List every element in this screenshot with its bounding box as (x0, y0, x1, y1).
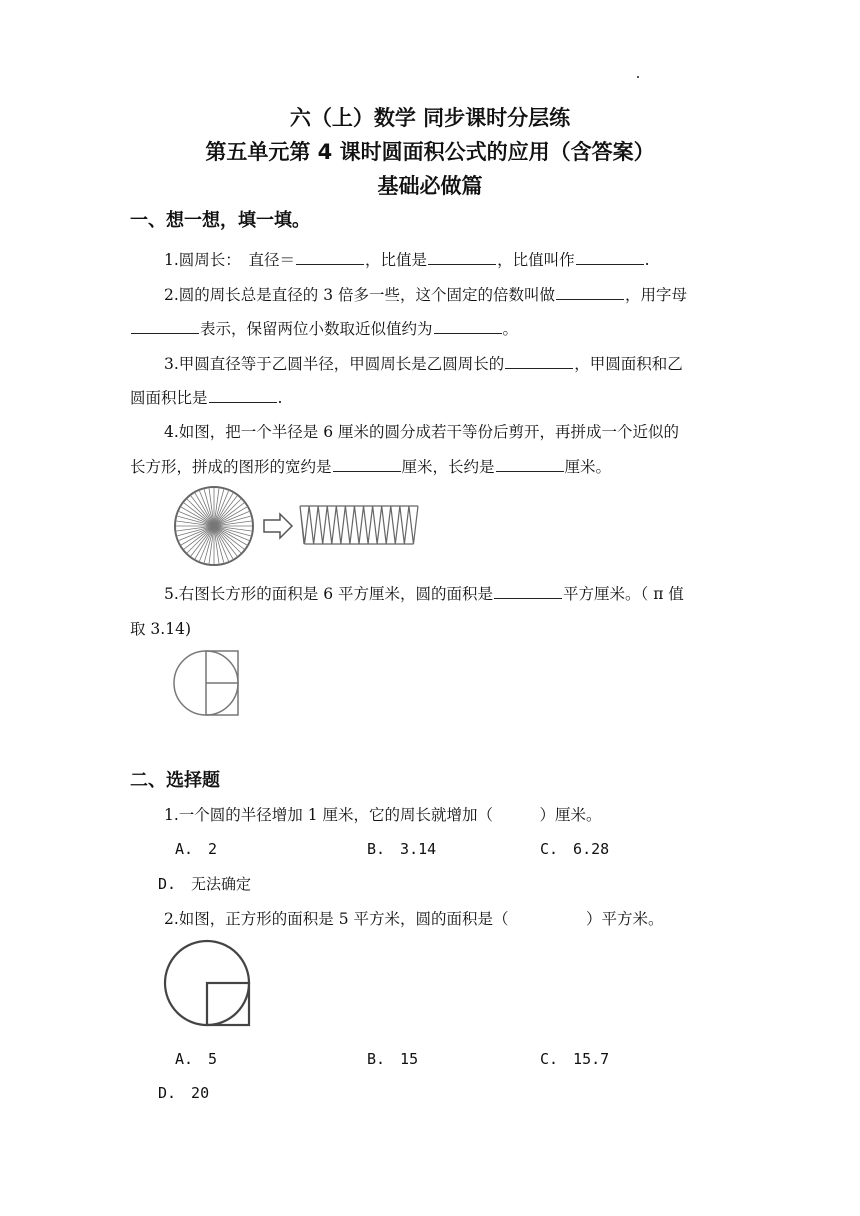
s2-question-2: 2.如图，正方形的面积是 5 平方米，圆的面积是（ ）平方米。 (164, 910, 664, 928)
q1-text-a: 1.圆周长： 直径＝ (164, 251, 296, 269)
s1-question-4-line1 (164, 420, 679, 442)
q1-text-d: . (644, 251, 650, 269)
q3-text-a: 3.甲圆直径等于乙圆半径，甲圆周长是乙圆周长的 (164, 355, 505, 373)
answer-blank[interactable] (333, 457, 401, 472)
s1-question-2-line1 (164, 283, 687, 305)
q4-text-b: 长方形，拼成的图形的宽约是 (130, 458, 332, 476)
answer-blank[interactable] (428, 250, 496, 265)
q3-text-b: ，甲圆面积和乙 (574, 355, 683, 373)
arrow-icon (264, 514, 292, 538)
q4-text-d: 厘米。 (564, 458, 612, 476)
q5-text-a: 5.右图长方形的面积是 6 平方厘米，圆的面积是 (164, 585, 494, 603)
approximate-rectangle (300, 506, 418, 544)
s2-q2-option-a[interactable]: A. 5 (175, 1050, 218, 1068)
s1-question-5-line2 (130, 617, 191, 639)
scan-dot (637, 76, 639, 78)
q5-text-c: 取 3.14) (130, 620, 191, 638)
doc-title-line3: 基础必做篇 (377, 174, 483, 198)
answer-blank[interactable] (131, 319, 199, 334)
s1-question-3-line1 (164, 352, 683, 374)
q1-text-c: ，比值叫作 (497, 251, 575, 269)
q2-text-c: 表示，保留两位小数取近似值约为 (200, 320, 433, 338)
q2-text-d: 。 (502, 320, 519, 338)
s2-q1-option-c[interactable]: C. 6.28 (540, 840, 610, 858)
answer-blank[interactable] (576, 250, 644, 265)
q3-text-d: . (277, 389, 283, 407)
sectored-circle (175, 487, 253, 565)
circle-rectangle-figure (170, 648, 244, 718)
s2-q1-option-d[interactable]: D. 无法确定 (158, 875, 252, 893)
s1-question-3-line2 (130, 386, 282, 408)
answer-blank[interactable] (494, 584, 562, 599)
s2-q2-option-c[interactable]: C. 15.7 (540, 1050, 610, 1068)
q4-text-c: 厘米，长约是 (401, 458, 495, 476)
q4-text-a: 4.如图，把一个半径是 6 厘米的圆分成若干等份后剪开，再拼成一个近似的 (164, 423, 680, 441)
circle-square-figure (163, 936, 255, 1030)
s1-question-2-line2 (130, 317, 518, 339)
s1-question-5-line1 (164, 582, 684, 604)
doc-title-line1: 六（上）数学 同步课时分层练 (289, 106, 571, 130)
answer-blank[interactable] (496, 457, 564, 472)
s1-question-1 (164, 248, 650, 270)
s2-q1-option-b[interactable]: B. 3.14 (367, 840, 437, 858)
s2-q2-option-d[interactable]: D. 20 (158, 1084, 210, 1102)
s2-q2-option-b[interactable]: B. 15 (367, 1050, 419, 1068)
q3-text-c: 圆面积比是 (130, 389, 208, 407)
answer-blank[interactable] (296, 250, 364, 265)
section1-heading: 一、想一想，填一填。 (130, 210, 310, 231)
s1-question-4-line2 (130, 455, 611, 477)
s2-question-1: 1.一个圆的半径增加 1 厘米，它的周长就增加（ ）厘米。 (164, 806, 602, 824)
q2-text-b: ，用字母 (625, 286, 688, 304)
answer-blank[interactable] (505, 354, 573, 369)
answer-blank[interactable] (434, 319, 502, 334)
doc-title-line2: 第五单元第 4 课时圆面积公式的应用（含答案） (205, 140, 655, 164)
answer-blank[interactable] (209, 388, 277, 403)
q1-text-b: ，比值是 (365, 251, 428, 269)
circle-to-rectangle-figure (172, 484, 422, 568)
q2-text-a: 2.圆的周长总是直径的 3 倍多一些，这个固定的倍数叫做 (164, 286, 556, 304)
q5-text-b: 平方厘米。（ π 值 (563, 585, 684, 603)
section2-heading: 二、选择题 (130, 770, 220, 791)
answer-blank[interactable] (556, 285, 624, 300)
s2-q1-option-a[interactable]: A. 2 (175, 840, 218, 858)
